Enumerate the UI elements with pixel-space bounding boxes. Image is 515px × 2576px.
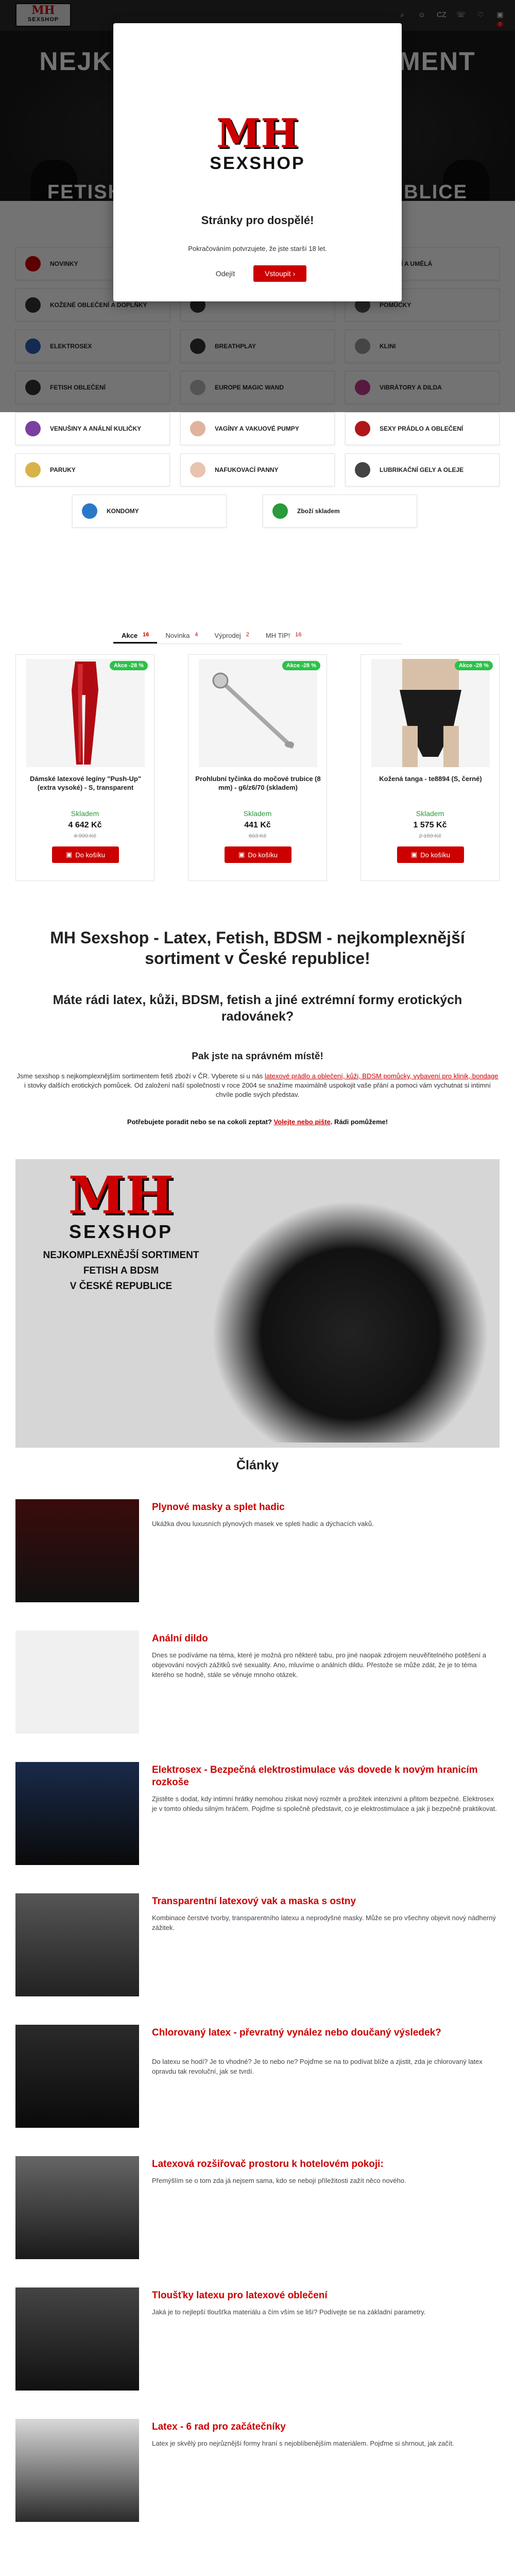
lube-icon xyxy=(355,462,370,478)
article-image[interactable] xyxy=(15,1893,139,1996)
article-title[interactable]: Elektrosex - Bezpečná elektrostimulace vás dovede k novým hranicím rozkoše xyxy=(152,1765,478,1788)
product-stock: Skladem xyxy=(416,809,444,818)
category-beads[interactable]: VENUŠINY A ANÁLNÍ KULIČKY xyxy=(15,412,170,445)
modal-logo-mh: MH xyxy=(216,110,299,157)
category-link[interactable]: latexové prádlo a oblečení, kůži, BDSM pomůcky, vybavení pro klinik, bondage xyxy=(264,1072,499,1080)
pump-icon xyxy=(190,421,205,436)
banner-line-2: FETISH A BDSM xyxy=(83,1265,159,1276)
beads-icon xyxy=(25,421,41,436)
article-item[interactable] xyxy=(15,2419,500,2522)
modal-title: Stránky pro dospělé! xyxy=(201,214,314,227)
article-image[interactable] xyxy=(15,2025,139,2128)
leave-button[interactable]: Odejít xyxy=(215,269,235,278)
article-item[interactable] xyxy=(15,1893,500,1996)
article-excerpt: Kombinace čerstvé tvorby, transparentního latexu a neprodyšné masky. Může se pro všechny objevit nový nádherný zážitek. xyxy=(152,1914,496,1931)
product-name[interactable]: Kožená tanga - te8894 (S, černé) xyxy=(379,775,482,783)
tab-mh-tip[interactable]: MH TIP! 16 xyxy=(265,632,302,639)
promo-banner xyxy=(15,1159,500,1448)
article-item[interactable] xyxy=(15,2287,500,2391)
add-to-cart-button[interactable]: ▣ Do košíku xyxy=(52,846,119,863)
article-excerpt: Latex je skvělý pro nejrůznější formy hraní s nejoblíbenějším materiálem. Pojďme si shrnout, jak začít. xyxy=(152,2439,454,2447)
add-to-cart-button[interactable]: ▣ Do košíku xyxy=(397,846,464,863)
banner-line-3: V ČESKÉ REPUBLICE xyxy=(70,1281,173,1292)
articles-heading: Články xyxy=(236,1458,279,1472)
enter-button[interactable]: Vstoupit › xyxy=(253,265,306,282)
lingerie-icon xyxy=(355,421,370,436)
intro-heading: Máte rádi latex, kůži, BDSM, fetish a jiné extrémní formy erotických radovánek? xyxy=(53,993,462,1024)
modal-logo-sexshop: SEXSHOP xyxy=(210,154,305,173)
banner-line-1: NEJKOMPLEXNĚJŠÍ SORTIMENT xyxy=(43,1250,199,1261)
product-price: 1 575 Kč xyxy=(413,821,447,829)
contact-cta: Potřebujete poradit nebo se na cokoli zeptat? Volejte nebo pište. Rádi pomůžeme! xyxy=(127,1118,388,1126)
tab-akce[interactable]: Akce 16 xyxy=(113,629,157,643)
banner-logo: MH SEXSHOP NEJKOMPLEXNĚJŠÍ SORTIMENT FETISH A BDSM V ČESKÉ REPUBLICE xyxy=(26,1170,216,1283)
product-name[interactable]: Prohlubní tyčinka do močové trubice (8 mm) - g6/z6/70 (skladem) xyxy=(195,775,321,791)
wig-icon xyxy=(25,462,41,478)
sale-badge: Akce -28 % xyxy=(110,661,148,670)
product-stock: Skladem xyxy=(243,809,272,818)
tab-vyprodej[interactable]: Výprodej 2 xyxy=(214,632,249,639)
article-item[interactable] xyxy=(15,2025,500,2128)
article-item[interactable] xyxy=(15,1499,500,1602)
category-pumps[interactable]: VAGÍNY A VAKUOVÉ PUMPY xyxy=(180,412,335,445)
product-image[interactable] xyxy=(26,659,145,767)
article-title[interactable]: Latexová rozšiřovač prostoru k hotelovém pokoji: xyxy=(152,2159,384,2170)
tab-novinka[interactable]: Novinka 4 xyxy=(165,632,198,639)
condom-icon xyxy=(82,503,97,519)
article-title[interactable]: Tloušťky latexu pro latexové oblečení xyxy=(152,2290,328,2301)
contact-link[interactable]: Volejte nebo pište xyxy=(273,1118,331,1126)
category-lingerie[interactable]: SEXY PRÁDLO A OBLEČENÍ xyxy=(345,412,500,445)
modal-buttons xyxy=(113,265,402,282)
product-tabs xyxy=(113,629,402,644)
product-stock: Skladem xyxy=(71,809,99,818)
article-item[interactable] xyxy=(15,2156,500,2259)
product-card[interactable] xyxy=(360,654,500,881)
cart-icon: ▣ xyxy=(65,851,73,858)
article-title[interactable]: Latex - 6 rad pro začátečníky xyxy=(152,2421,286,2432)
doll-icon xyxy=(190,462,205,478)
category-condoms[interactable]: KONDOMY xyxy=(72,495,227,528)
product-name[interactable]: Dámské latexové legíny "Push-Up" (extra vysoké) - S, transparent xyxy=(29,775,142,791)
article-image[interactable] xyxy=(15,2419,139,2522)
banner-model-image xyxy=(211,1200,489,1443)
article-title[interactable]: Transparentní latexový vak a maska s ostny xyxy=(152,1896,356,1907)
article-image[interactable] xyxy=(15,1762,139,1865)
product-old-price: 4 999 Kč xyxy=(74,833,96,839)
intro-paragraph: Jsme sexshop s nejkomplexnějším sortimentem fetiš zboží v ČR. Vyberete si u nás latexové prádlo a oblečení, kůži, BDSM pomůcky, vybavení pro klinik, bondage i stovky dalších erotických pomůcek. Od založení naší společnosti v roce 2004 se snažíme maximálně uspokojit vaše přání a pomoci vám vychutnat si intimní chvíle podle svých představ. xyxy=(16,1072,499,1098)
category-dolls[interactable]: NAFUKOVACÍ PANNY xyxy=(180,453,335,486)
product-image[interactable] xyxy=(199,659,317,767)
category-lube[interactable]: LUBRIKAČNÍ GELY A OLEJE xyxy=(345,453,500,486)
product-card[interactable] xyxy=(15,654,154,881)
article-excerpt: Jaká je to nejlepší tloušťka materiálu a čím vším se liší? Podívejte se na základní parametry. xyxy=(152,2308,426,2316)
article-title[interactable]: Anální dildo xyxy=(152,1633,208,1644)
sale-badge: Akce -28 % xyxy=(282,661,320,670)
cart-icon: ▣ xyxy=(410,851,418,858)
sale-badge: Akce -28 % xyxy=(455,661,493,670)
modal-logo xyxy=(185,110,330,175)
page-title: MH Sexshop - Latex, Fetish, BDSM - nejkomplexnější sortiment v České republice! xyxy=(50,928,465,968)
article-image[interactable] xyxy=(15,1631,139,1734)
product-old-price: 2 159 Kč xyxy=(419,833,441,839)
product-card[interactable] xyxy=(188,654,327,881)
cart-icon: ▣ xyxy=(238,851,245,858)
product-old-price: 603 Kč xyxy=(248,833,267,839)
article-title[interactable]: Plynové masky a splet hadic xyxy=(152,1502,285,1513)
article-excerpt: Do latexu se hodí? Je to vhodné? Je to nebo ne? Pojďme se na to podívat blíže a zjistit, zda je chlorovaný latex opravdu tak revoluční, jak se tvrdí. xyxy=(152,2058,483,2075)
stock-icon xyxy=(272,503,288,519)
article-excerpt: Zjistěte s dodat, kdy intimní hrátky nemohou získat nový rozměr a prožitek intenzivní a přitom bezpečné. Elektrosex je v tomto ohledu silným hráčem. Pojďme si společně představit, co je elektrostimulace a jak ji bezpečně praktikovat. xyxy=(152,1795,497,1812)
article-image[interactable] xyxy=(15,2287,139,2391)
product-image[interactable] xyxy=(371,659,490,767)
article-excerpt: Ukážka dvou luxusních plynových masek ve spleti hadic a dýchacích vaků. xyxy=(152,1520,374,1528)
article-item[interactable] xyxy=(15,1631,500,1734)
modal-text: Pokračováním potvrzujete, že jste starší 18 let. xyxy=(188,245,327,252)
article-excerpt: Přemýšlím se o tom zda já nejsem sama, kdo se nebojí příležitosti zažít něco nového. xyxy=(152,2177,406,2184)
age-verification-modal xyxy=(113,23,402,301)
article-excerpt: Dnes se podíváme na téma, které je možná pro některé tabu, pro jiné naopak zdrojem neuvěřitelného potěšení a objevování nových zážitků své sexuality. Ano, mluvíme o análních dildu. Přestože se může zdát, že je to téma kterého se hodně, stále se věnuje mnoho otázek. xyxy=(152,1651,486,1679)
add-to-cart-button[interactable]: ▣ Do košíku xyxy=(225,846,291,863)
category-wigs[interactable]: PARUKY xyxy=(15,453,170,486)
category-in-stock[interactable]: Zboží skladem xyxy=(263,495,417,528)
enter-button-label: Vstoupit xyxy=(265,269,291,278)
article-image[interactable] xyxy=(15,2156,139,2259)
article-item[interactable] xyxy=(15,1762,500,1865)
product-price: 441 Kč xyxy=(244,821,271,829)
article-image[interactable] xyxy=(15,1499,139,1602)
intro-subheading: Pak jste na správném místě! xyxy=(192,1051,323,1062)
article-title[interactable]: Chlorovaný latex - převratný vynález nebo doučaný výsledek? xyxy=(152,2027,441,2038)
product-price: 4 642 Kč xyxy=(68,821,102,829)
